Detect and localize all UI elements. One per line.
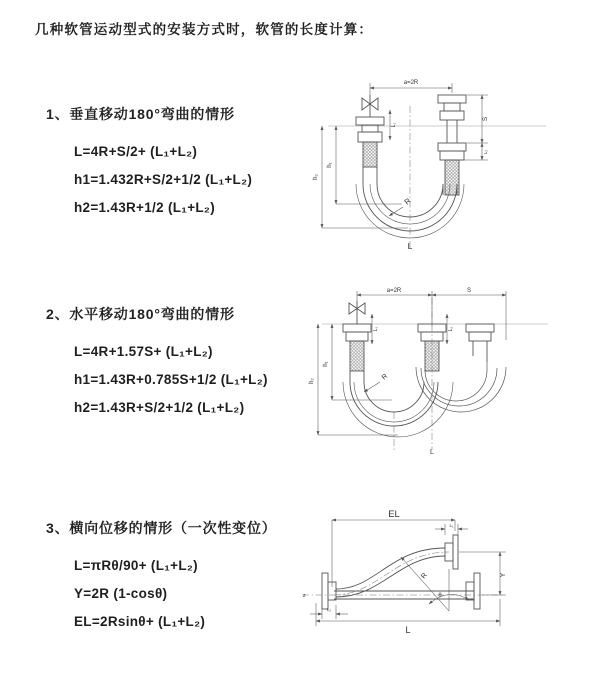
d2-s-label: S — [466, 288, 472, 294]
d3-axis-z-label: z — [303, 593, 306, 599]
formula-line: h2=1.43R+S/2+1/2 (L₁+L₂) — [74, 400, 245, 415]
d3-r-label: R — [420, 571, 429, 581]
page-title: 几种软管运动型式的安装方式时，软管的长度计算： — [35, 22, 374, 37]
section-horizontal-bend — [34, 304, 268, 422]
formula-line: L=πRθ/90+ (L₁+L₂) — [74, 558, 198, 573]
d3-l2-label: L₂ — [326, 607, 332, 612]
valve-icon — [362, 95, 378, 117]
formula-line: EL=2Rsinθ+ (L₁+L₂) — [74, 614, 206, 629]
d2-h2-label: h₂ — [309, 378, 315, 384]
d1-l2-label: L₂ — [483, 149, 488, 155]
formula-line: L=4R+S/2+ (L₁+L₂) — [74, 144, 198, 159]
section-lateral-displacement — [34, 518, 277, 636]
d2-r-label: R — [380, 372, 390, 382]
d1-span-label: a=2R — [403, 80, 419, 86]
section-3-heading: 3、横向位移的情形（一次性变位） — [46, 520, 277, 536]
lateral-displacement-diagram — [298, 507, 513, 655]
section-vertical-bend — [34, 104, 252, 222]
d3-y-label: Y — [500, 572, 507, 578]
d1-l1-label: L₁ — [391, 122, 397, 128]
d1-l-label: L — [407, 241, 413, 251]
d3-l-label: L — [405, 625, 411, 635]
d2-h1-label: h₁ — [323, 361, 329, 367]
formula-line: h2=1.43R+1/2 (L₁+L₂) — [74, 200, 216, 215]
d2-l1-label: L₁ — [373, 326, 379, 332]
formula-line: Y=2R (1-cosθ) — [74, 586, 168, 601]
formula-line: h1=1.43R+0.785S+1/2 (L₁+L₂) — [74, 372, 268, 387]
section-2-heading: 2、水平移动180°弯曲的情形 — [46, 306, 235, 322]
vertical-bend-diagram — [306, 72, 560, 254]
d1-dimensions — [322, 83, 488, 228]
d1-h1-label: h₁ — [327, 162, 333, 168]
d2-hose-assembly — [322, 298, 548, 450]
d1-s-label: S — [482, 116, 489, 122]
d1-r-label: R — [402, 196, 413, 207]
d1-h2-label: h₂ — [313, 174, 319, 180]
section-1-heading: 1、垂直移动180°弯曲的情形 — [46, 106, 235, 122]
d1-hose-assembly — [328, 95, 546, 250]
horizontal-bend-diagram — [306, 282, 560, 458]
d3-hose-assembly — [302, 535, 504, 611]
d3-el-label: EL — [388, 509, 400, 520]
d2-l-label: L — [430, 449, 434, 456]
d2-dimensions — [318, 291, 506, 435]
d3-theta-label: θ — [438, 593, 442, 599]
valve-icon — [349, 301, 365, 324]
d2-l2-label: L₂ — [448, 326, 454, 332]
formula-line: h1=1.432R+S/2+1/2 (L₁+L₂) — [74, 172, 253, 187]
formula-line: L=4R+1.57S+ (L₁+L₂) — [74, 344, 213, 359]
d3-l1-label: L₁ — [449, 523, 454, 528]
d2-span-label: a=2R — [386, 288, 402, 294]
